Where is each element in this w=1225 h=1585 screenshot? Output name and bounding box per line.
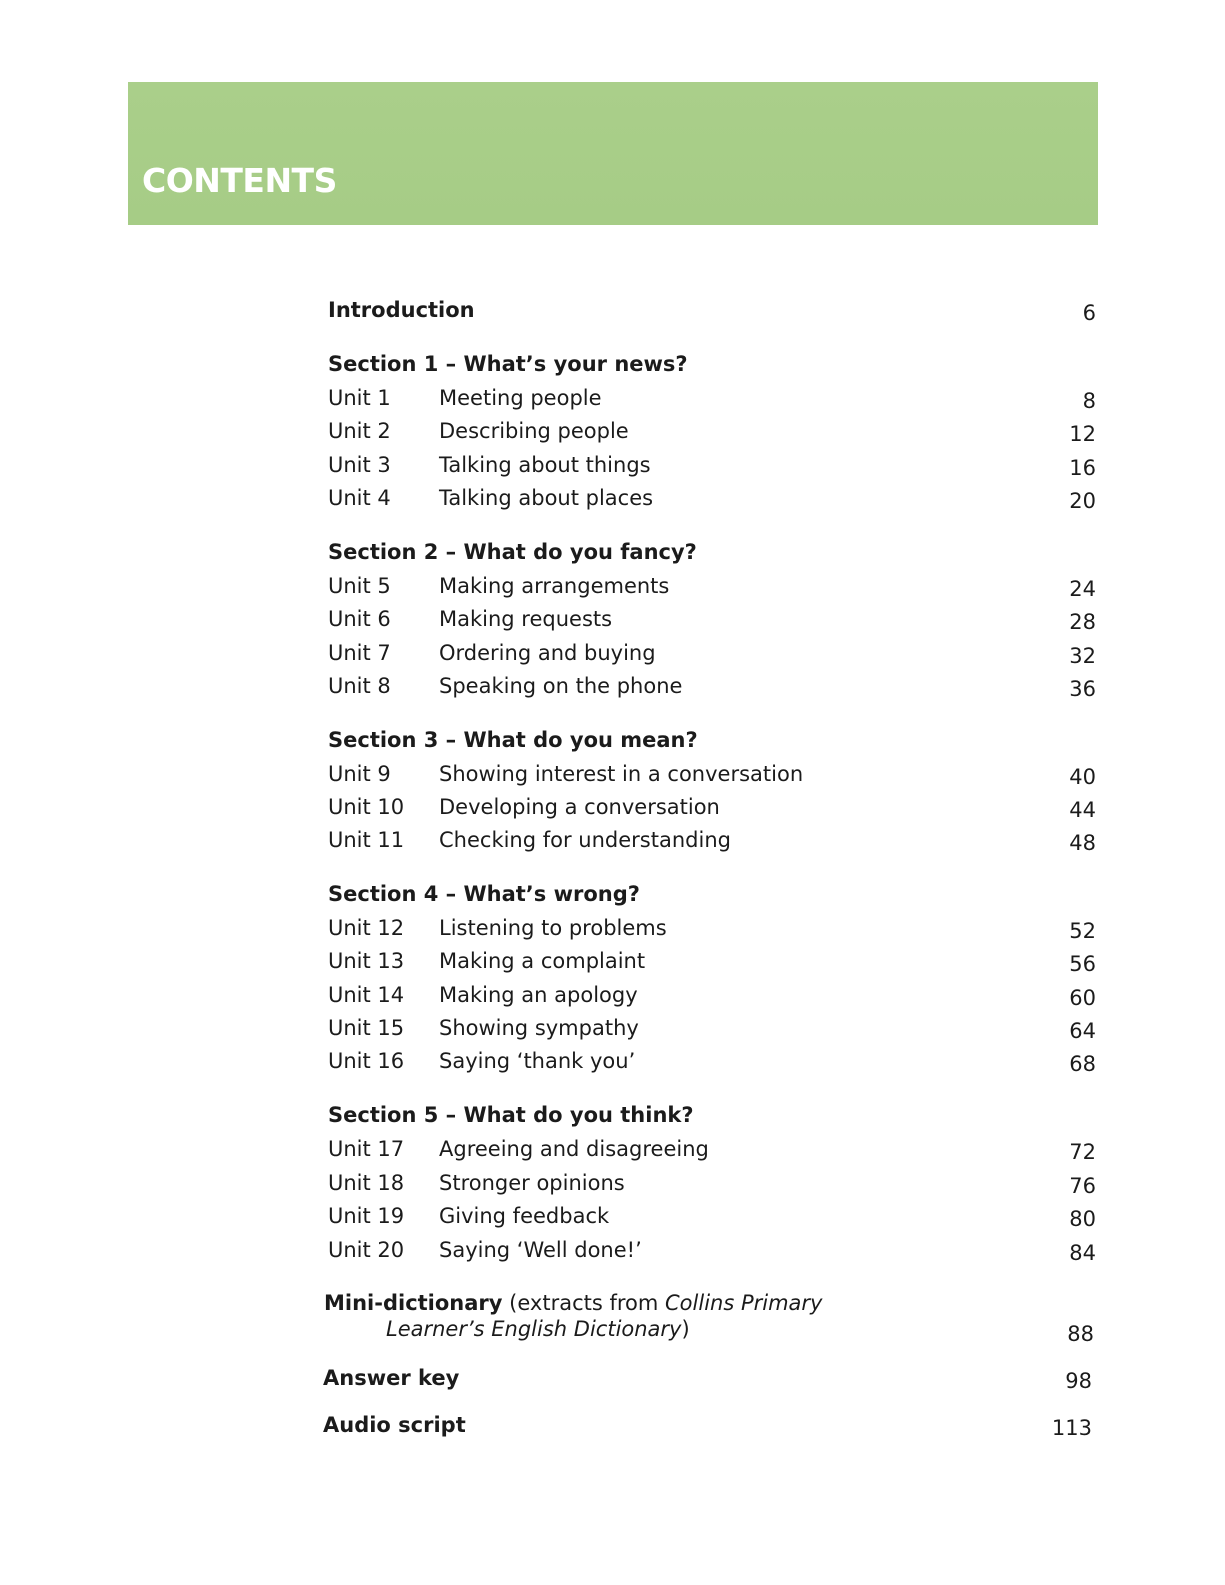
- unit-title: Talking about things: [439, 453, 651, 477]
- page-number: 8: [1082, 389, 1096, 413]
- page-number: 56: [1069, 952, 1096, 976]
- entry-label: Mini-dictionary: [324, 1291, 503, 1315]
- toc-entry-unit[interactable]: [328, 385, 1098, 411]
- toc-entry-unit[interactable]: [328, 1015, 1098, 1041]
- page-number: 88: [1067, 1322, 1094, 1346]
- section-heading: Section 2 – What do you fancy?: [328, 540, 697, 564]
- toc-entry-unit[interactable]: [328, 794, 1098, 820]
- unit-title: Agreeing and disagreeing: [439, 1137, 709, 1161]
- unit-title: Meeting people: [439, 386, 602, 410]
- toc-entry-unit[interactable]: [328, 761, 1098, 787]
- toc-entry-unit[interactable]: [328, 915, 1098, 941]
- unit-title: Saying ‘Well done!’: [439, 1238, 642, 1262]
- unit-number: Unit 5: [328, 574, 391, 598]
- toc-entry-unit[interactable]: [328, 640, 1098, 666]
- unit-number: Unit 2: [328, 419, 391, 443]
- mini-dictionary-line1: [324, 1290, 1098, 1316]
- page-number: 98: [1065, 1369, 1092, 1393]
- unit-title: Making arrangements: [439, 574, 670, 598]
- unit-title: Checking for understanding: [439, 828, 731, 852]
- toc-entry-unit[interactable]: [328, 1136, 1098, 1162]
- page-number: 68: [1069, 1052, 1096, 1076]
- page-number: 64: [1069, 1019, 1096, 1043]
- page-number: 12: [1069, 422, 1096, 446]
- page-number: 32: [1069, 644, 1096, 668]
- source-title: Collins Primary: [665, 1291, 823, 1315]
- unit-title: Giving feedback: [439, 1204, 610, 1228]
- unit-title: Talking about places: [439, 486, 654, 510]
- unit-number: Unit 13: [328, 949, 405, 973]
- toc-entry-unit[interactable]: [328, 827, 1098, 853]
- page-number: 28: [1069, 610, 1096, 634]
- toc-entry-introduction[interactable]: [328, 297, 1098, 323]
- unit-number: Unit 18: [328, 1171, 405, 1195]
- page-number: 44: [1069, 798, 1096, 822]
- unit-title: Listening to problems: [439, 916, 667, 940]
- page-number: 16: [1069, 456, 1096, 480]
- toc-entry-unit[interactable]: [328, 948, 1098, 974]
- unit-number: Unit 14: [328, 983, 405, 1007]
- unit-number: Unit 20: [328, 1238, 405, 1262]
- page-number: 76: [1069, 1174, 1096, 1198]
- toc-entry-answer-key[interactable]: [323, 1365, 1098, 1391]
- toc-entry-unit[interactable]: [328, 1237, 1098, 1263]
- unit-number: Unit 12: [328, 916, 405, 940]
- unit-title: Showing interest in a conversation: [439, 762, 804, 786]
- unit-number: Unit 3: [328, 453, 391, 477]
- page-number: 80: [1069, 1207, 1096, 1231]
- unit-title: Developing a conversation: [439, 795, 720, 819]
- source-title-cont: Learner’s English Dictionary: [386, 1317, 682, 1341]
- toc-entry-unit[interactable]: [328, 1203, 1098, 1229]
- section-heading: Section 5 – What do you think?: [328, 1103, 694, 1127]
- toc-entry-unit[interactable]: [328, 452, 1098, 478]
- unit-number: Unit 11: [328, 828, 405, 852]
- unit-number: Unit 7: [328, 641, 391, 665]
- unit-number: Unit 15: [328, 1016, 405, 1040]
- unit-number: Unit 17: [328, 1137, 405, 1161]
- unit-title: Making an apology: [439, 983, 638, 1007]
- unit-title: Ordering and buying: [439, 641, 656, 665]
- unit-title: Stronger opinions: [439, 1171, 625, 1195]
- unit-title: Showing sympathy: [439, 1016, 639, 1040]
- unit-title: Describing people: [439, 419, 629, 443]
- toc-entry-audio-script[interactable]: [323, 1412, 1098, 1438]
- unit-number: Unit 10: [328, 795, 405, 819]
- toc-entry-unit[interactable]: [328, 485, 1098, 511]
- unit-title: Making requests: [439, 607, 613, 631]
- page-number: 6: [1082, 301, 1096, 325]
- unit-number: Unit 9: [328, 762, 391, 786]
- table-of-contents: [323, 0, 1098, 1585]
- entry-label: Answer key: [323, 1366, 460, 1390]
- unit-number: Unit 8: [328, 674, 391, 698]
- page-title: CONTENTS: [142, 161, 337, 200]
- toc-entry-unit[interactable]: [328, 606, 1098, 632]
- section-heading: Section 4 – What’s wrong?: [328, 882, 640, 906]
- toc-entry-unit[interactable]: [328, 673, 1098, 699]
- entry-note-close: ): [681, 1317, 690, 1341]
- unit-number: Unit 19: [328, 1204, 405, 1228]
- page-number: 113: [1051, 1416, 1092, 1440]
- entry-label: Audio script: [323, 1413, 466, 1437]
- page-number: 48: [1069, 831, 1096, 855]
- toc-entry-unit[interactable]: [328, 1048, 1098, 1074]
- section-heading: Section 1 – What’s your news?: [328, 352, 688, 376]
- page-number: 36: [1069, 677, 1096, 701]
- page-number: 20: [1069, 489, 1096, 513]
- page-number: 24: [1069, 577, 1096, 601]
- toc-entry-unit[interactable]: [328, 1170, 1098, 1196]
- unit-title: Making a complaint: [439, 949, 646, 973]
- toc-entry-unit[interactable]: [328, 982, 1098, 1008]
- page-number: 52: [1069, 919, 1096, 943]
- unit-title: Saying ‘thank you’: [439, 1049, 636, 1073]
- unit-number: Unit 6: [328, 607, 391, 631]
- unit-title: Speaking on the phone: [439, 674, 683, 698]
- unit-number: Unit 1: [328, 386, 391, 410]
- page-number: 40: [1069, 765, 1096, 789]
- entry-note: (extracts from: [502, 1291, 666, 1315]
- mini-dictionary-line2: [324, 1316, 1098, 1342]
- page-number: 84: [1069, 1241, 1096, 1265]
- page-number: 60: [1069, 986, 1096, 1010]
- toc-entry-unit[interactable]: [328, 573, 1098, 599]
- toc-entry-mini-dictionary[interactable]: [324, 1290, 1098, 1346]
- unit-number: Unit 4: [328, 486, 391, 510]
- section-heading: Section 3 – What do you mean?: [328, 728, 698, 752]
- page-number: 72: [1069, 1140, 1096, 1164]
- entry-label: Introduction: [328, 298, 475, 322]
- toc-entry-unit[interactable]: [328, 418, 1098, 444]
- unit-number: Unit 16: [328, 1049, 405, 1073]
